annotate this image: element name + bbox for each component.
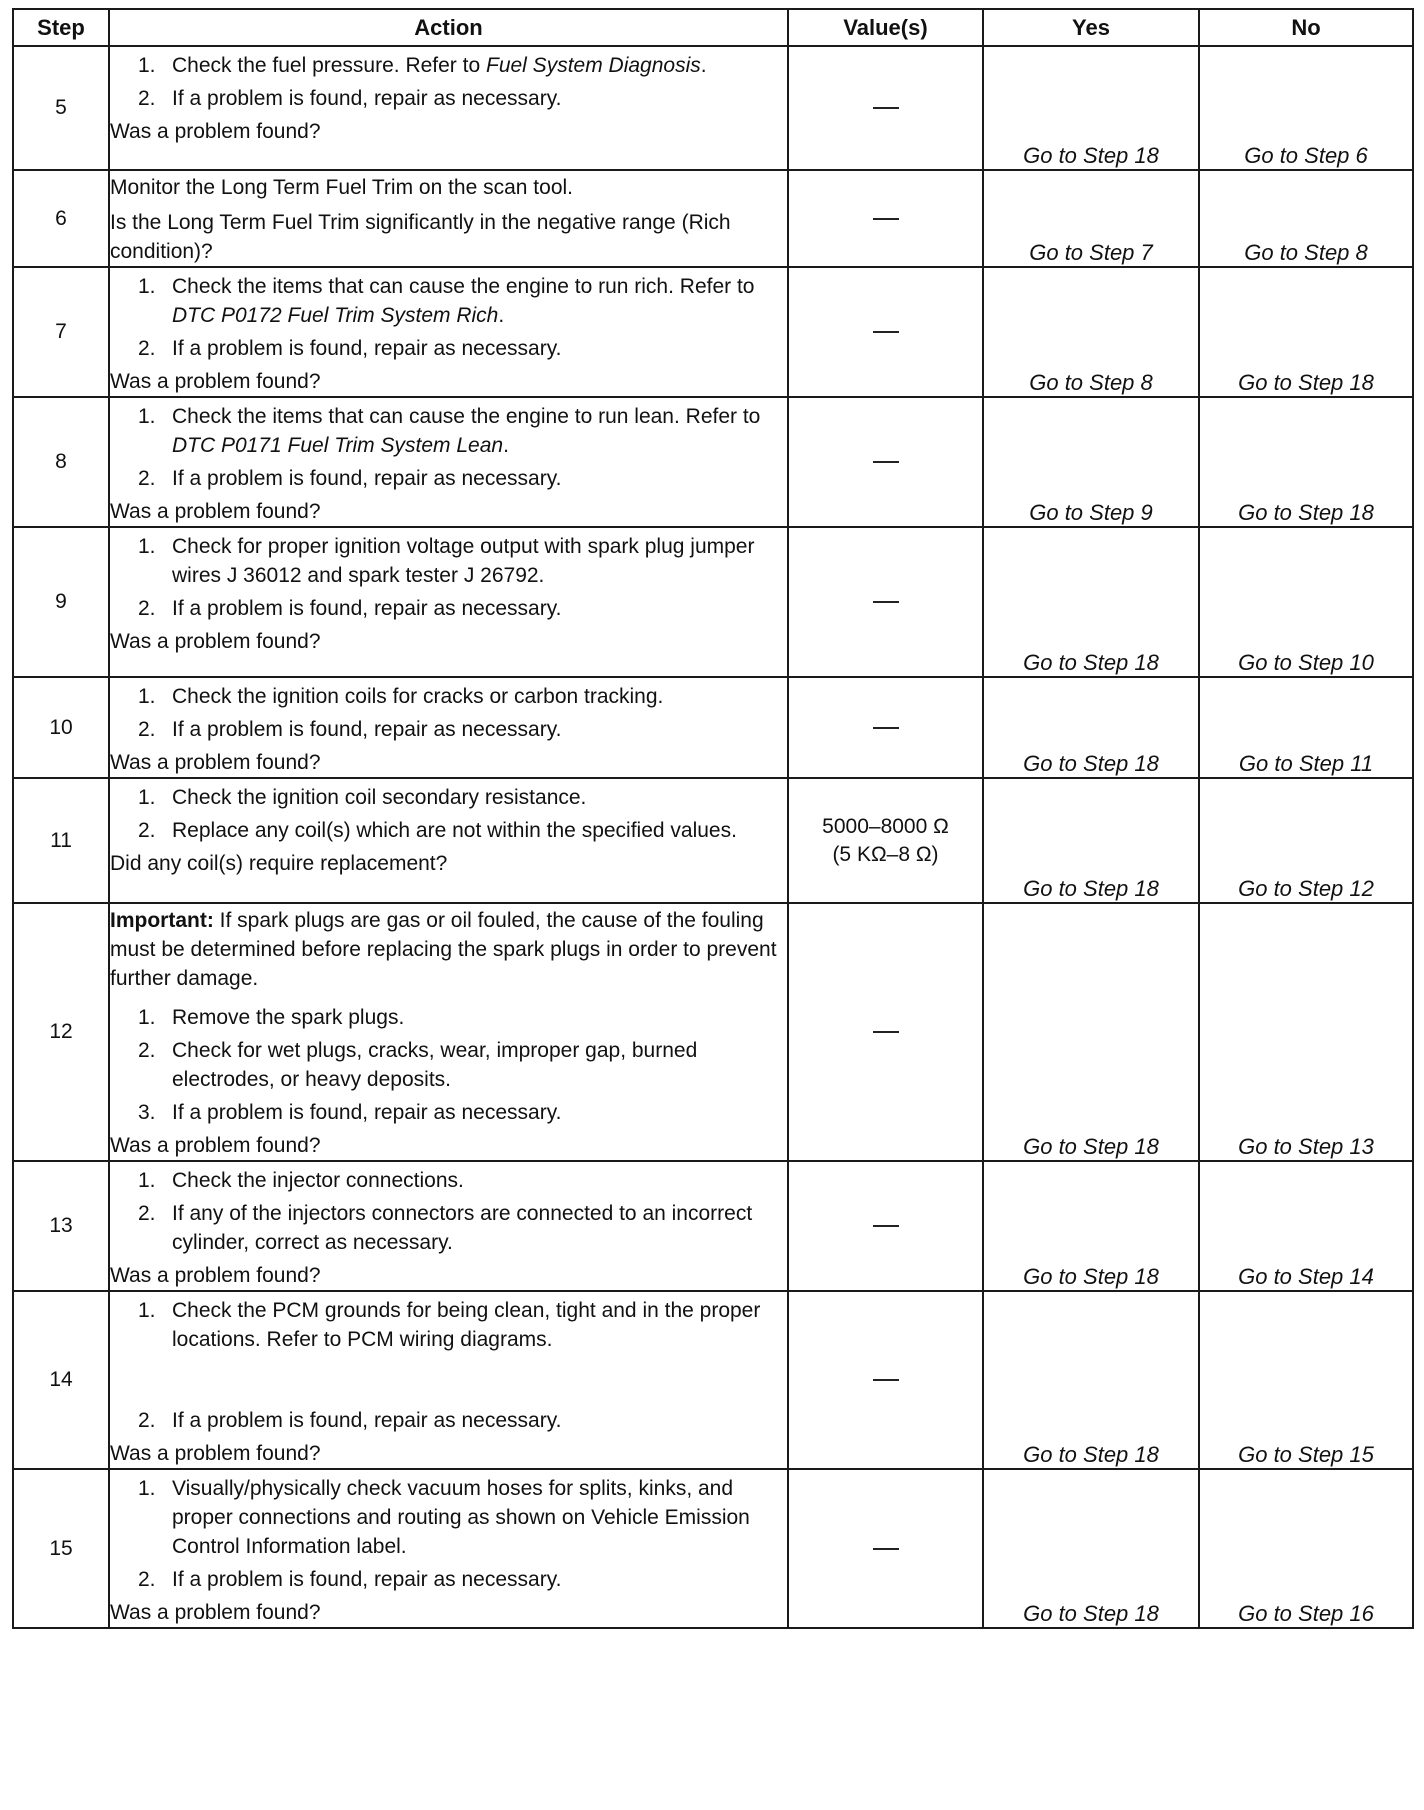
item-text: If a problem is found, repair as necessary. [172, 718, 562, 741]
action-item [110, 1296, 787, 1354]
action-cell [109, 778, 788, 903]
no-action: Go to Step 13 [1199, 903, 1413, 1161]
action-item [110, 272, 787, 330]
value-text: 5000–8000 Ω [822, 814, 949, 838]
action-item [110, 402, 787, 460]
item-text: Check the fuel pressure. Refer to [172, 54, 486, 77]
no-action: Go to Step 15 [1199, 1291, 1413, 1469]
item-number: 2. [138, 337, 156, 360]
value-cell [788, 170, 983, 267]
important-text: If spark plugs are gas or oil fouled, the cause of the fouling must be determined before replacing the spark plugs in order to prevent further damage. [110, 909, 777, 990]
table-row [13, 170, 1413, 267]
item-text: Check for proper ignition voltage output with spark plug jumper wires J 36012 and spark tester J 26792. [172, 535, 755, 587]
action-item [110, 1003, 787, 1032]
item-reference: Fuel System Diagnosis [486, 54, 701, 77]
step-number: 7 [13, 267, 109, 397]
action-question: Was a problem found? [110, 370, 321, 393]
item-number: 1. [138, 1299, 156, 1322]
yes-action: Go to Step 18 [983, 1291, 1199, 1469]
item-number: 1. [138, 535, 156, 558]
item-number: 1. [138, 1477, 156, 1500]
action-item [110, 594, 787, 623]
item-text: Check the items that can cause the engine to run rich. Refer to [172, 275, 755, 298]
action-item [110, 51, 787, 80]
action-item [110, 783, 787, 812]
value-text-alt: (5 KΩ–8 Ω) [832, 842, 939, 866]
yes-action: Go to Step 18 [983, 1161, 1199, 1291]
item-text: If a problem is found, repair as necessary. [172, 467, 562, 490]
yes-action: Go to Step 7 [983, 170, 1199, 267]
no-value-dash [873, 1548, 899, 1550]
item-text: If a problem is found, repair as necessary. [172, 597, 562, 620]
action-item [110, 1036, 787, 1094]
action-cell [109, 46, 788, 170]
action-question: Is the Long Term Fuel Trim significantly in the negative range (Rich condition)? [110, 211, 731, 263]
important-label: Important: [110, 909, 214, 932]
step-number: 5 [13, 46, 109, 170]
action-cell [109, 170, 788, 267]
table-row [13, 527, 1413, 677]
header-action: Action [109, 9, 788, 46]
item-text: If a problem is found, repair as necessary. [172, 1568, 562, 1591]
item-reference: DTC P0172 Fuel Trim System Rich [172, 304, 499, 327]
action-cell [109, 903, 788, 1161]
no-value-dash [873, 107, 899, 109]
table-row [13, 267, 1413, 397]
step-number: 13 [13, 1161, 109, 1291]
item-number: 2. [138, 1409, 156, 1432]
no-action: Go to Step 8 [1199, 170, 1413, 267]
step-number: 10 [13, 677, 109, 778]
value-cell [788, 677, 983, 778]
no-value-dash [873, 218, 899, 220]
header-yes: Yes [983, 9, 1199, 46]
item-text: If a problem is found, repair as necessary. [172, 1101, 562, 1124]
no-action: Go to Step 18 [1199, 397, 1413, 527]
value-cell [788, 778, 983, 903]
header-values: Value(s) [788, 9, 983, 46]
item-number: 1. [138, 786, 156, 809]
item-number: 2. [138, 467, 156, 490]
step-number: 8 [13, 397, 109, 527]
value-cell [788, 46, 983, 170]
yes-action: Go to Step 18 [983, 1469, 1199, 1628]
yes-action: Go to Step 18 [983, 527, 1199, 677]
item-text-end: . [700, 54, 707, 77]
action-cell [109, 267, 788, 397]
table-row [13, 778, 1413, 903]
value-cell [788, 527, 983, 677]
yes-action: Go to Step 18 [983, 903, 1199, 1161]
item-number: 2. [138, 1039, 156, 1062]
item-text: Check the ignition coils for cracks or carbon tracking. [172, 685, 664, 708]
spacer [110, 1358, 787, 1402]
item-text: If a problem is found, repair as necessary. [172, 1409, 562, 1432]
table-row [13, 1291, 1413, 1469]
action-cell [109, 677, 788, 778]
item-number: 1. [138, 1169, 156, 1192]
no-value-dash [873, 331, 899, 333]
important-note [110, 906, 787, 993]
yes-action: Go to Step 18 [983, 778, 1199, 903]
no-value-dash [873, 601, 899, 603]
item-text: Check for wet plugs, cracks, wear, improper gap, burned electrodes, or heavy deposits. [172, 1039, 698, 1091]
action-item [110, 464, 787, 493]
action-question: Was a problem found? [110, 630, 321, 653]
no-action: Go to Step 12 [1199, 778, 1413, 903]
action-item [110, 334, 787, 363]
action-cell [109, 1469, 788, 1628]
action-item [110, 816, 787, 845]
action-cell [109, 1161, 788, 1291]
action-item [110, 1565, 787, 1594]
value-cell [788, 1161, 983, 1291]
yes-action: Go to Step 18 [983, 46, 1199, 170]
action-question: Did any coil(s) require replacement? [110, 852, 448, 875]
item-text: If a problem is found, repair as necessary. [172, 337, 562, 360]
step-number: 15 [13, 1469, 109, 1628]
value-cell [788, 903, 983, 1161]
action-item [110, 1166, 787, 1195]
no-action: Go to Step 10 [1199, 527, 1413, 677]
step-number: 11 [13, 778, 109, 903]
action-question: Was a problem found? [110, 1134, 321, 1157]
item-text-end: . [498, 304, 505, 327]
action-cell [109, 397, 788, 527]
action-item [110, 715, 787, 744]
table-row [13, 1469, 1413, 1628]
item-text: Check the injector connections. [172, 1169, 464, 1192]
no-value-dash [873, 1379, 899, 1381]
value-cell [788, 1469, 983, 1628]
step-number: 6 [13, 170, 109, 267]
action-question: Was a problem found? [110, 1264, 321, 1287]
item-number: 3. [138, 1101, 156, 1124]
table-row [13, 1161, 1413, 1291]
table-row [13, 46, 1413, 170]
header-no: No [1199, 9, 1413, 46]
value-cell [788, 267, 983, 397]
no-value-dash [873, 727, 899, 729]
no-value-dash [873, 1031, 899, 1033]
item-text: Check the ignition coil secondary resistance. [172, 786, 587, 809]
table-row [13, 677, 1413, 778]
action-question: Was a problem found? [110, 500, 321, 523]
action-question: Was a problem found? [110, 1601, 321, 1624]
action-item [110, 1199, 787, 1257]
item-text: Check the items that can cause the engine to run lean. Refer to [172, 405, 761, 428]
value-cell [788, 397, 983, 527]
action-cell [109, 1291, 788, 1469]
no-action: Go to Step 16 [1199, 1469, 1413, 1628]
step-number: 12 [13, 903, 109, 1161]
item-text: Visually/physically check vacuum hoses for splits, kinks, and proper connections and routing as shown on Vehicle Emission Control Information label. [172, 1477, 750, 1558]
item-number: 2. [138, 1202, 156, 1225]
no-value-dash [873, 461, 899, 463]
action-paragraph: Monitor the Long Term Fuel Trim on the scan tool. [110, 176, 574, 199]
action-cell [109, 527, 788, 677]
header-row [13, 9, 1413, 46]
item-text: If a problem is found, repair as necessary. [172, 87, 562, 110]
item-number: 2. [138, 718, 156, 741]
item-number: 1. [138, 54, 156, 77]
value-cell [788, 1291, 983, 1469]
item-text: Replace any coil(s) which are not within the specified values. [172, 819, 737, 842]
item-number: 2. [138, 1568, 156, 1591]
no-action: Go to Step 14 [1199, 1161, 1413, 1291]
yes-action: Go to Step 8 [983, 267, 1199, 397]
action-question: Was a problem found? [110, 120, 321, 143]
yes-action: Go to Step 18 [983, 677, 1199, 778]
step-number: 14 [13, 1291, 109, 1469]
item-number: 2. [138, 597, 156, 620]
table-row [13, 397, 1413, 527]
header-step: Step [13, 9, 109, 46]
no-value-dash [873, 1225, 899, 1227]
item-reference: DTC P0171 Fuel Trim System Lean [172, 434, 504, 457]
no-action: Go to Step 6 [1199, 46, 1413, 170]
action-item [110, 1098, 787, 1127]
action-question: Was a problem found? [110, 1442, 321, 1465]
action-item [110, 1406, 787, 1435]
action-item [110, 84, 787, 113]
item-number: 1. [138, 685, 156, 708]
item-text: Remove the spark plugs. [172, 1006, 405, 1029]
step-number: 9 [13, 527, 109, 677]
no-action: Go to Step 18 [1199, 267, 1413, 397]
action-item [110, 532, 787, 590]
item-number: 1. [138, 275, 156, 298]
diagnostic-table [12, 8, 1414, 1629]
item-number: 2. [138, 819, 156, 842]
action-item [110, 1474, 787, 1561]
action-question: Was a problem found? [110, 751, 321, 774]
item-number: 2. [138, 87, 156, 110]
action-item [110, 682, 787, 711]
item-text: If any of the injectors connectors are connected to an incorrect cylinder, correct as necessary. [172, 1202, 753, 1254]
table-row [13, 903, 1413, 1161]
item-text: Check the PCM grounds for being clean, tight and in the proper locations. Refer to PCM wiring diagrams. [172, 1299, 761, 1351]
no-action: Go to Step 11 [1199, 677, 1413, 778]
item-number: 1. [138, 405, 156, 428]
item-text-end: . [503, 434, 509, 457]
yes-action: Go to Step 9 [983, 397, 1199, 527]
item-number: 1. [138, 1006, 156, 1029]
